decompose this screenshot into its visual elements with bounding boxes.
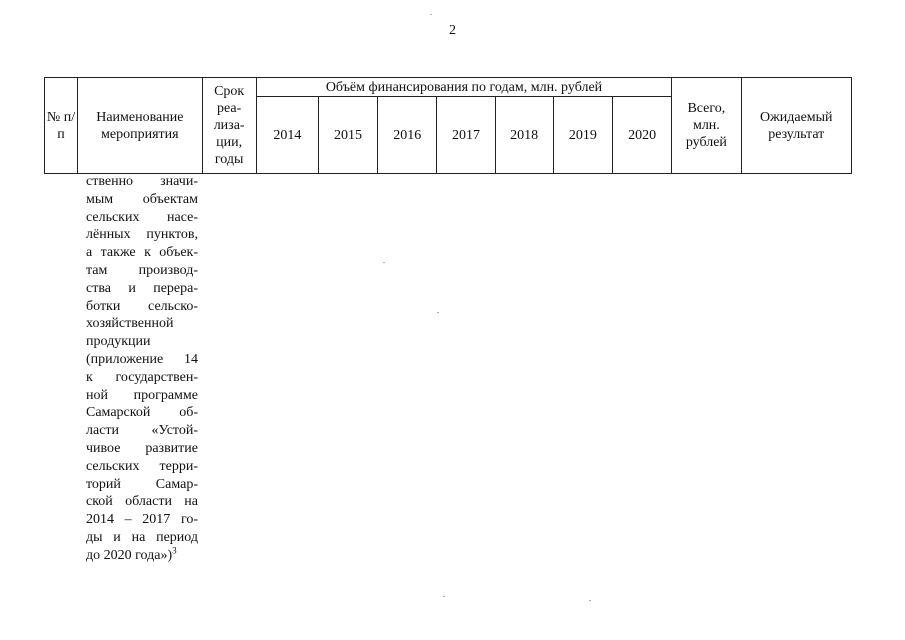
col-header-result [741,78,852,174]
text-line: а также к объек- [86,245,198,261]
scan-speck [430,14,432,15]
program-table-header [44,77,852,174]
col-header-term-text: Срок реа-лиза-ции, годы [213,84,245,167]
col-header-result-text: Ожидаемый результат [759,109,833,142]
text-line: (приложение 14 [86,351,198,367]
year-header: 2018 [495,97,553,174]
text-line-last [86,547,198,565]
text-line: торий Самар- [86,476,198,492]
text-line: ной программе [86,387,198,403]
scan-speck [589,600,591,601]
scan-speck [443,596,445,597]
text-line: ства и перера- [86,280,198,296]
col-header-name [78,78,202,174]
col-header-number: № п/п [45,78,78,174]
year-header: 2017 [437,97,495,174]
page-number: 2 [449,23,456,38]
text-line: сельских терри- [86,458,198,474]
scan-speck [383,262,385,263]
text-line: ботки сельско- [86,298,198,314]
text-line: ской области на [86,494,198,510]
year-header: 2015 [318,97,377,174]
year-header: 2019 [553,97,612,174]
col-header-total-text: Всего, млн. рублей [685,101,727,150]
year-header: 2020 [612,97,671,174]
text-line: 2014 – 2017 го- [86,512,198,528]
text-line: Самарской об- [86,405,198,421]
col-header-funding: Объём финансирования по годам, млн. рублей [256,78,672,97]
text-line: сельских насе- [86,209,198,225]
text-line-last-content: до 2020 года») [86,547,173,563]
text-line: ласти «Устой- [86,423,198,439]
col-header-term [202,78,256,174]
year-header: 2014 [256,97,318,174]
col-header-name-text: Наименование мероприятия [96,109,184,142]
scan-speck [437,312,439,313]
text-line: хозяйственной [86,316,174,332]
text-line: чивое развитие [86,440,198,456]
text-line: к государствен- [86,369,198,385]
text-line: ды и на период [86,529,198,545]
text-line: мым объектам [86,191,198,207]
year-header: 2016 [378,97,437,174]
footnote-mark: 3 [172,545,177,556]
col-header-total [672,78,741,174]
text-line: ственно значи- [86,174,198,189]
continued-activity-text [86,173,198,565]
text-line: продукции [86,334,151,350]
text-line: там производ- [86,262,198,278]
text-line: лённых пунктов, [86,227,198,243]
